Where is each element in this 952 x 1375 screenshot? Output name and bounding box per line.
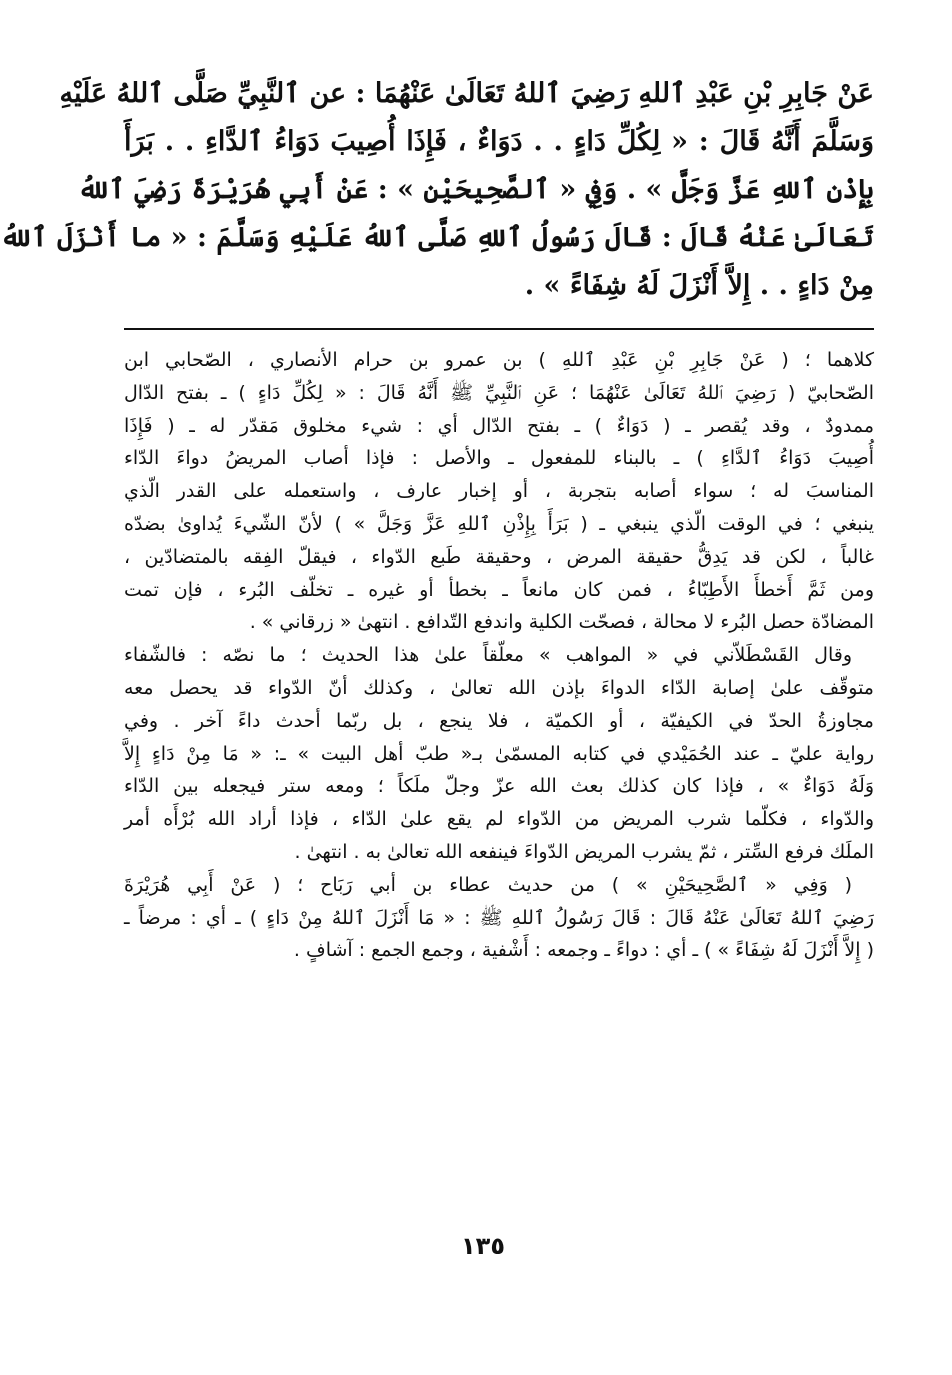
hadith-line-3: بِإِذْنِ ٱللهِ عَزَّ وَجَلَّ » . وَفِي « ٱلصَّحِيحَيْنِ » : عَنْ أَبِي هُرَيْرَةَ رَضِيَ ٱللهُ: [77, 174, 874, 205]
commentary-line: كلاهما ؛ ( عَنْ جَابِرِ بْنِ عَبْدِ ٱللهِ ) بن عمرو بن حرام الأنصاري ، الصّحابي ابن: [124, 349, 874, 371]
commentary-line: مجاوزةُ الحدّ في الكيفيّة ، أو الكميّة ، فلا ينجع ، بل ربّما أحدث داءً آخر . وفي: [124, 709, 874, 732]
section-divider: [124, 328, 874, 330]
hadith-line-5: مِنْ دَاءٍ . . إِلاَّ أَنْزَلَ لَهُ شِفَاءً » .: [524, 270, 874, 301]
hadith-text: [0, 70, 874, 310]
commentary-line: أُصِيبَ دَوَاءُ ٱلدَّاءِ ) ـ بالبناء للمفعول ـ والأصل : فإذا أصاب المريضُ دواءَ الدّاء: [124, 447, 874, 470]
commentary-line: ممدودٌ ، وقد يُقصر ـ ( دَوَاءٌ ) ـ بفتح الدّال أي : شيء مخلوق مَقدّر له ـ ( فَإِذَا: [124, 414, 874, 437]
page-content: [0, 70, 874, 967]
hadith-line-4: تَعَالَىٰ عَنْهُ قَالَ : قَالَ رَسُولُ ٱللهِ صَلَّى ٱللهُ عَلَيْهِ وَسَلَّمَ : « ما أَنْزَلَ ٱللهُ: [0, 222, 874, 253]
commentary-line: وَلَهُ دَوَاءٌ » ، فإذا كان كذلك بعث الله عزّ وجلّ ملَكاً ؛ ومعه ستر فيجعله بين الدّاء: [124, 775, 874, 798]
commentary-line: وقال القَسْطَلاّني في « المواهب » معلّقاً علىٰ هذا الحديث ؛ ما نصّه : فالشّفاء: [124, 644, 852, 667]
commentary-line: غالباً ، لكن قد يَدِقُّ حقيقة المرض ، وحقيقة طَبع الدّواء ، فيقلّ الفِقه بالمتضادّين ،: [124, 545, 874, 568]
commentary-line: ينبغي ؛ في الوقت الّذي ينبغي ـ ( بَرَأَ بِإِذْنِ ٱللهِ عَزَّ وَجَلَّ » ) لأنّ الشّيءَ يُداوىٰ بضدّه: [124, 512, 874, 535]
commentary-line: رَضِيَ ٱللهُ تَعَالَىٰ عَنْهُ قَالَ : قَالَ رَسُولُ ٱللهِ ﷺ : « مَا أَنْزَلَ ٱللهُ مِنْ دَاءٍ ) ـ أي : مرضاً ـ: [124, 906, 874, 929]
commentary-line: متوقّف علىٰ إصابة الدّاء الدواءَ بإذن الله تعالىٰ ، وكذلك أنّ الدّواء قد يحصل معه: [124, 676, 874, 699]
commentary-line: ومن ثَمَّ أَخطأَ الأَطِبّاءُ ، فمن كان مانعاً ـ بخطأ أو غيره ـ تخلّف البُرء ، فإن تمت: [124, 578, 874, 601]
hadith-line-1: عَنْ جَابِرِ بْنِ عَبْدِ ٱللهِ رَضِيَ ٱللهُ تَعَالَىٰ عَنْهُمَا : عن ٱلنَّبِيِّ صَلَّى ٱللهُ عَلَيْهِ: [59, 78, 874, 109]
commentary-line: ( إِلاَّ أَنْزَلَ لَهُ شِفَاءً » ) ـ أي : دواءً ـ وجمعه : أَشْفية ، وجمع الجمع : آشافٍ .: [293, 939, 874, 962]
commentary-line: ( وَفِي « ٱلصَّحِيحَيْنِ » ) من حديث عطاء بن أبي رَبَاح ؛ ( عَنْ أَبِي هُرَيْرَةَ: [124, 873, 852, 896]
commentary-line: والدّواء ، فكلّما شرب المريض من الدّواء لم يقع علىٰ الدّاء ، فإذا أراد الله بُرْأَه أمر: [124, 808, 874, 831]
page-number: ١٣٥: [461, 1232, 505, 1260]
commentary-text: [124, 344, 874, 967]
commentary-line: رواية عليّ ـ عند الحُمَيْدي في كتابه المسمّىٰ بـ« طبّ أهل البيت » ـ: « مَا مِنْ دَاءٍ إِلاَّ: [124, 742, 874, 765]
commentary-line: المضادّة حصل البُرء لا محالة ، فصحّت الكلية واندفع التّدافع . انتهىٰ « زرقاني » .: [249, 611, 874, 634]
hadith-line-2: وَسَلَّمَ أَنَّهُ قَالَ : « لِكُلِّ دَاءٍ . . دَوَاءٌ ، فَإِذَا أُصِيبَ دَوَاءُ ٱلدَّاءِ . . بَرَأَ: [124, 126, 874, 157]
commentary-line: المناسبَ له ؛ سواء أصابه بتجربة ، أو إخبار عارف ، واستعمله على القدر الّذي: [124, 480, 874, 503]
commentary-line: الصّحابيّ ( رَضِيَ ٱللهُ تَعَالَىٰ عَنْهُمَا ؛ عَنِ ٱلنَّبِيِّ ﷺ أَنَّهُ قَالَ : « لِكُلِّ دَاءٍ ) ـ بفتح الدّال: [124, 381, 874, 404]
commentary-line: الملَك فرفع السِّتر ، ثمّ يشرب المريض الدّواءَ فينفعه الله تعالىٰ به . انتهىٰ .: [294, 840, 874, 863]
